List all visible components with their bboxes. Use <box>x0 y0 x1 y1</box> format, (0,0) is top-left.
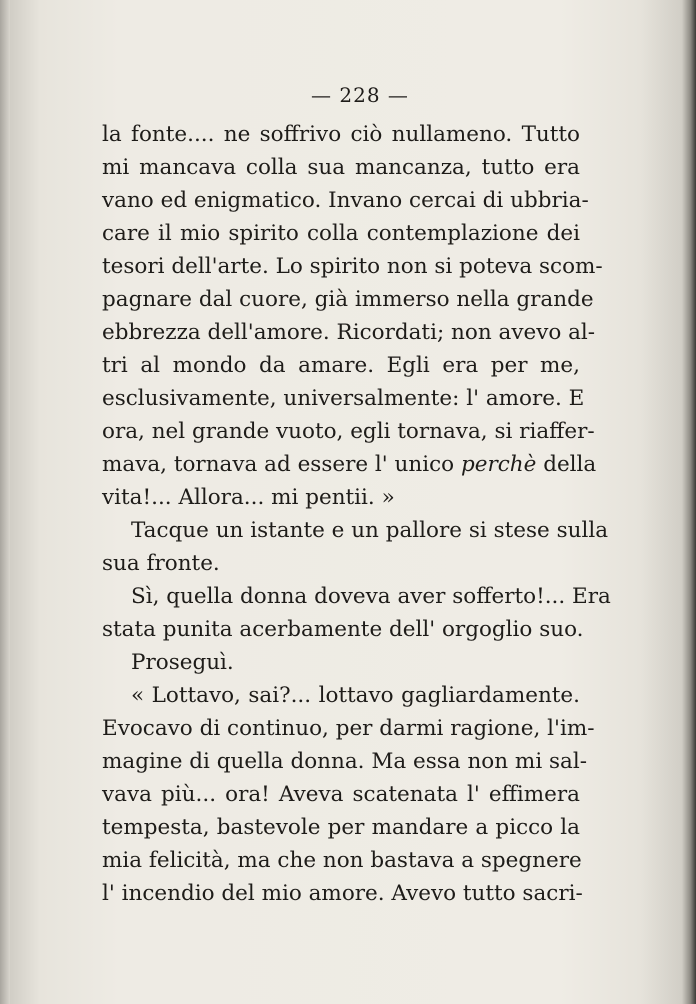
text-line-with-italic <box>102 450 597 480</box>
page-binding-shadow <box>0 0 10 1004</box>
text-line: tri al mondo da amare. Egli era per me, <box>102 353 580 378</box>
text-segment: mava, tornava ad essere l' unico <box>102 452 455 477</box>
text-line: vava più... ora! Aveva scatenata l' effimera <box>102 782 580 807</box>
text-line: Sì, quella donna doveva aver sofferto!... Era <box>131 584 611 609</box>
text-segment: della <box>543 452 597 477</box>
italic-word: perchè <box>460 452 537 477</box>
text-line: « Lottavo, sai?... lottavo gagliardamente. <box>131 683 580 708</box>
text-line: l' incendio del mio amore. Avevo tutto sacri- <box>102 881 583 906</box>
text-line: mia felicità, ma che non bastava a spegnere <box>102 848 582 873</box>
page-edge-shadow <box>682 0 696 1004</box>
text-line: Proseguì. <box>131 650 234 675</box>
text-line: ebbrezza dell'amore. Ricordati; non avevo al- <box>102 320 596 345</box>
text-line: vita!... Allora... mi pentii. » <box>102 485 395 510</box>
text-line: tempesta, bastevole per mandare a picco la <box>102 815 580 840</box>
text-line: stata punita acerbamente dell' orgoglio suo. <box>102 617 584 642</box>
text-line: magine di quella donna. Ma essa non mi sal- <box>102 749 588 774</box>
text-line: Tacque un istante e un pallore si stese sulla <box>131 518 609 543</box>
text-line: mi mancava colla sua mancanza, tutto era <box>102 155 580 180</box>
text-line: esclusivamente, universalmente: l' amore. E <box>102 386 585 411</box>
text-line: ora, nel grande vuoto, egli tornava, si riaffer- <box>102 419 595 444</box>
text-line: tesori dell'arte. Lo spirito non si poteva scom- <box>102 254 603 279</box>
text-line: sua fronte. <box>102 551 220 576</box>
text-line: Evocavo di continuo, per darmi ragione, l'im- <box>102 716 595 741</box>
text-line: care il mio spirito colla contemplazione dei <box>102 221 580 246</box>
text-line: la fonte.... ne soffrivo ciò nullameno. Tutto <box>102 122 580 147</box>
text-line: pagnare dal cuore, già immerso nella grande <box>102 287 594 312</box>
text-line: vano ed enigmatico. Invano cercai di ubbria- <box>102 188 589 213</box>
page-number: — 228 — <box>311 83 409 107</box>
